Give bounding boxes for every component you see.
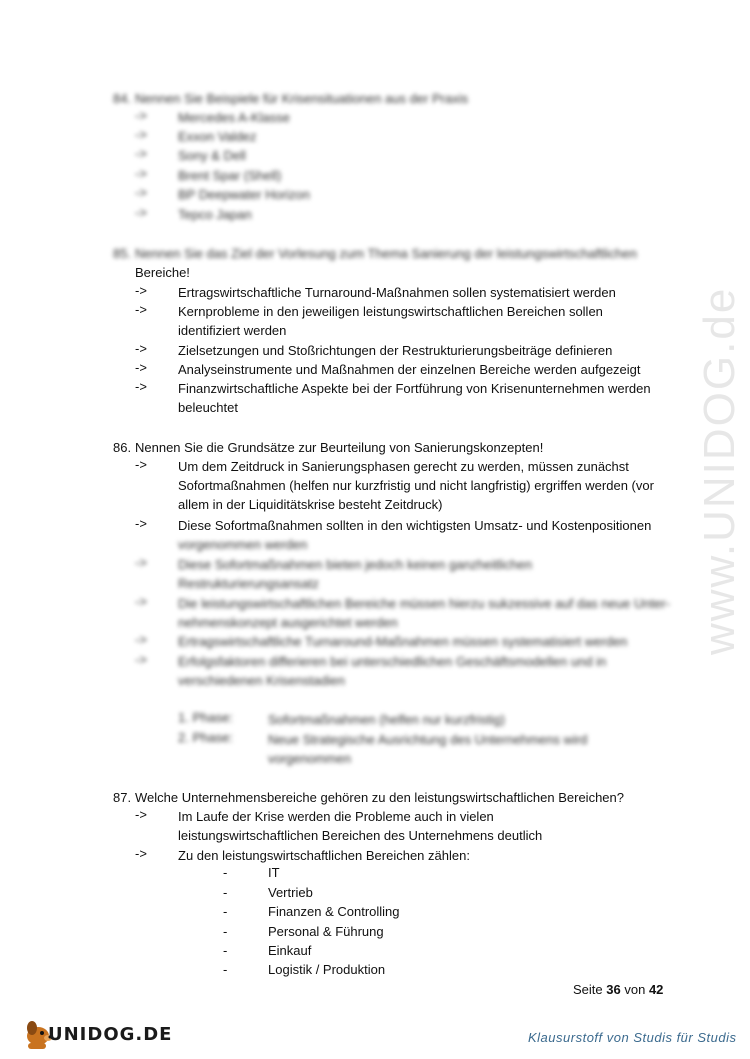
dash-bullet: - (223, 962, 228, 977)
list-item: Tepco Japan (178, 207, 252, 222)
sub-list-item: Einkauf (268, 943, 312, 958)
list-item: Im Laufe der Krise werden die Probleme auch in vielen leistungswirtschaftlichen Bereichen des Unternehmens deutlich (178, 809, 543, 843)
list-item: Exxon Valdez (178, 129, 257, 144)
question-85-title: 85. Nennen Sie das Ziel der Vorlesung zum Thema Sanierung der leistungswirtschaftlichen (113, 246, 637, 261)
list-item: Zielsetzungen und Stoßrichtungen der Restrukturierungsbeiträge definieren (178, 343, 613, 358)
arrow-bullet: -> (135, 516, 147, 531)
question-87-title: 87. Welche Unternehmensbereiche gehören zu den leistungswirtschaftlichen Bereichen? (113, 790, 624, 805)
sub-list-item: Finanzen & Controlling (268, 904, 400, 919)
arrow-bullet: -> (135, 205, 147, 220)
question-84-title: 84. Nennen Sie Beispiele für Krisensituationen aus der Praxis (113, 91, 469, 106)
list-item: Finanzwirtschaftliche Aspekte bei der Fortführung von Krisenunternehmen werden beleuchtet (178, 381, 651, 415)
arrow-bullet: -> (135, 166, 147, 181)
list-item: BP Deepwater Horizon (178, 187, 310, 202)
arrow-bullet: -> (135, 127, 147, 142)
arrow-bullet: -> (135, 807, 147, 822)
dash-bullet: - (223, 885, 228, 900)
arrow-bullet: -> (135, 341, 147, 356)
list-item: Erfolgsfaktoren differieren bei unterschiedlichen Geschäftsmodellen und in verschiedenen Krisenstadien (178, 654, 607, 688)
watermark: www.UNIDOG.de (695, 286, 744, 655)
dash-bullet: - (223, 943, 228, 958)
list-item: Die leistungswirtschaftlichen Bereiche müssen hierzu sukzessive auf das neue Unter- nehmenskonzept ausgerichtet werden (178, 596, 671, 630)
arrow-bullet: -> (135, 146, 147, 161)
sub-list-item: Vertrieb (268, 885, 313, 900)
list-item: Sony & Dell (178, 148, 246, 163)
arrow-bullet: -> (135, 360, 147, 375)
page-number: Seite 36 von 42 (573, 982, 664, 997)
list-item: Mercedes A-Klasse (178, 110, 290, 125)
phase-text: Neue Strategische Ausrichtung des Unternehmens wird vorgenommen (268, 732, 588, 766)
phase-label: 2. Phase: (178, 730, 233, 745)
list-item: Um dem Zeitdruck in Sanierungsphasen gerecht zu werden, müssen zunächst Sofortmaßnahmen (helfen nur kurzfristig und nicht langfristig) ergriffen werden (vor allem in der Liquiditätskrise besteht Zeitdruck) (178, 459, 654, 512)
arrow-bullet: -> (135, 632, 147, 647)
dash-bullet: - (223, 865, 228, 880)
footer-slogan: Klausurstoff von Studis für Studis (528, 1030, 737, 1045)
list-item: Ertragswirtschaftliche Turnaround-Maßnahmen müssen systematisiert werden (178, 634, 628, 649)
arrow-bullet: -> (135, 457, 147, 472)
question-85-title-cont: Bereiche! (135, 265, 190, 280)
arrow-bullet: -> (135, 652, 147, 667)
arrow-bullet: -> (135, 185, 147, 200)
dash-bullet: - (223, 904, 228, 919)
arrow-bullet: -> (135, 594, 147, 609)
arrow-bullet: -> (135, 555, 147, 570)
sub-list-item: Personal & Führung (268, 924, 384, 939)
arrow-bullet: -> (135, 302, 147, 317)
list-item: Diese Sofortmaßnahmen bieten jedoch keinen ganzheitlichen Restrukturierungsansatz (178, 557, 533, 591)
list-item: Analyseinstrumente und Maßnahmen der einzelnen Bereiche werden aufgezeigt (178, 362, 641, 377)
arrow-bullet: -> (135, 283, 147, 298)
list-item: Zu den leistungswirtschaftlichen Bereichen zählen: (178, 848, 470, 863)
list-item: Brent Spar (Shell) (178, 168, 282, 183)
list-item: Ertragswirtschaftliche Turnaround-Maßnahmen sollen systematisiert werden (178, 285, 616, 300)
arrow-bullet: -> (135, 108, 147, 123)
dash-bullet: - (223, 924, 228, 939)
list-item: Diese Sofortmaßnahmen sollten in den wichtigsten Umsatz- und Kostenpositionen vorgenommen werden (178, 518, 652, 552)
arrow-bullet: -> (135, 379, 147, 394)
list-item: Kernprobleme in den jeweiligen leistungswirtschaftlichen Bereichen sollen identifiziert werden (178, 304, 603, 338)
logo-text: UNIDOG.DE (48, 1024, 173, 1045)
phase-text: Sofortmaßnahmen (helfen nur kurzfristig) (268, 712, 505, 727)
phase-label: 1. Phase: (178, 710, 233, 725)
sub-list-item: Logistik / Produktion (268, 962, 386, 977)
arrow-bullet: -> (135, 846, 147, 861)
question-86-title: 86. Nennen Sie die Grundsätze zur Beurteilung von Sanierungskonzepten! (113, 440, 544, 455)
sub-list-item: IT (268, 865, 280, 880)
